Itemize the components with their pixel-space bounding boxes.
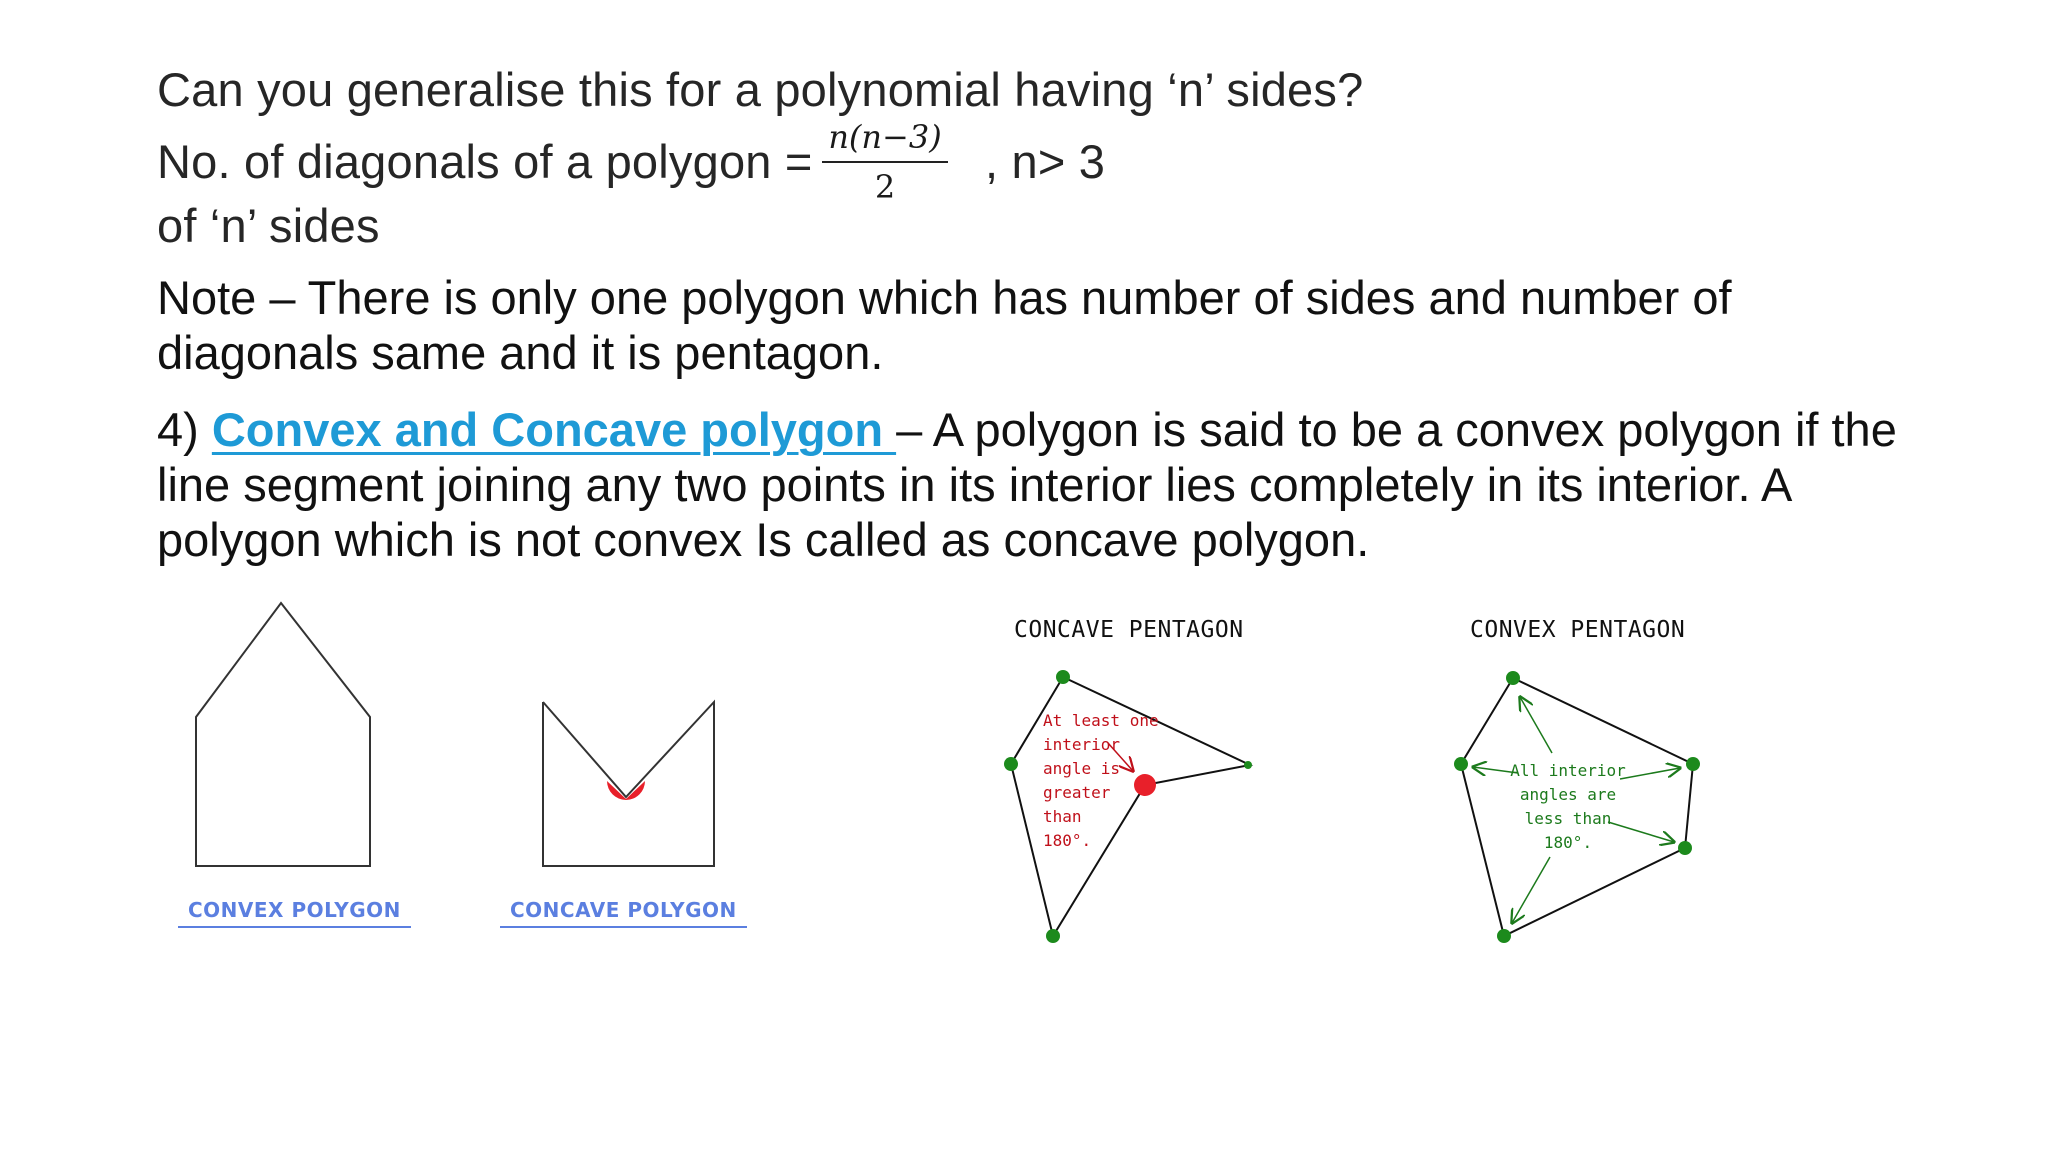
formula-denominator: 2 — [874, 168, 896, 206]
convex-pentagon-title: CONVEX PENTAGON — [1470, 617, 1686, 643]
vertex-marker — [1506, 671, 1520, 685]
convex-polygon-caption: CONVEX POLYGON — [178, 898, 411, 928]
convex-pentagon-shape — [1461, 678, 1693, 936]
diagonals-label: No. of diagonals of a polygon = — [157, 135, 813, 188]
reflex-angle-marker — [1134, 774, 1156, 796]
pointer-arrow — [1608, 822, 1674, 842]
note-line-1: Note – There is only one polygon which has number of sides and number of — [157, 271, 1732, 324]
concave-note-line: interior — [1043, 735, 1121, 754]
note-line-2: diagonals same and it is pentagon. — [157, 326, 884, 379]
concave-pentagon-title: CONCAVE PENTAGON — [1014, 617, 1244, 643]
item-4-line-1 — [157, 402, 1897, 457]
pentagon-figure — [990, 605, 1750, 965]
pointer-arrow — [1520, 697, 1552, 753]
convex-concave-link[interactable]: Convex and Concave polygon — [211, 403, 897, 456]
pentagon-shapes — [990, 605, 1750, 965]
vertex-marker — [1686, 757, 1700, 771]
convex-note-line: angles are — [1519, 785, 1617, 804]
item-4-line-3: polygon which is not convex Is called as concave polygon. — [157, 513, 1370, 566]
concave-note-line: than — [1043, 807, 1082, 826]
vertex-marker — [1244, 761, 1252, 769]
convex-note-line: All interior — [1510, 761, 1626, 780]
concave-polygon-caption: CONCAVE POLYGON — [500, 898, 747, 928]
vertex-marker — [1497, 929, 1511, 943]
fraction-bar — [822, 161, 948, 163]
item-text-1: – A polygon is said to be a convex polygon if the — [896, 403, 1897, 456]
polygon-figure — [170, 585, 760, 955]
formula-condition: , n> 3 — [985, 135, 1106, 188]
item-4-line-2: line segment joining any two points in its interior lies completely in its interior. A — [157, 458, 1793, 511]
convex-note-line: 180°. — [1543, 833, 1593, 852]
convex-note-line: less than — [1524, 809, 1612, 828]
concave-note-line: At least one — [1043, 711, 1159, 730]
pointer-arrow — [1512, 857, 1550, 923]
concave-polygon-shape — [543, 702, 714, 866]
convex-polygon-shape — [196, 603, 370, 866]
concave-note-line: angle is — [1043, 759, 1121, 778]
vertex-marker — [1046, 929, 1060, 943]
convex-note — [1510, 761, 1626, 852]
formula-numerator: n(n−3) — [828, 118, 942, 156]
vertex-marker — [1454, 757, 1468, 771]
question-line: Can you generalise this for a polynomial having ‘n’ sides? — [157, 63, 1364, 116]
item-number: 4) — [157, 403, 212, 456]
diagonals-formula — [816, 117, 954, 205]
vertex-marker — [1004, 757, 1018, 771]
concave-note-line: greater — [1043, 783, 1111, 802]
vertex-marker — [1678, 841, 1692, 855]
vertex-marker — [1056, 670, 1070, 684]
concave-note-line: 180°. — [1043, 831, 1092, 850]
pointer-arrow — [1620, 768, 1680, 779]
sides-line: of ‘n’ sides — [157, 199, 380, 252]
